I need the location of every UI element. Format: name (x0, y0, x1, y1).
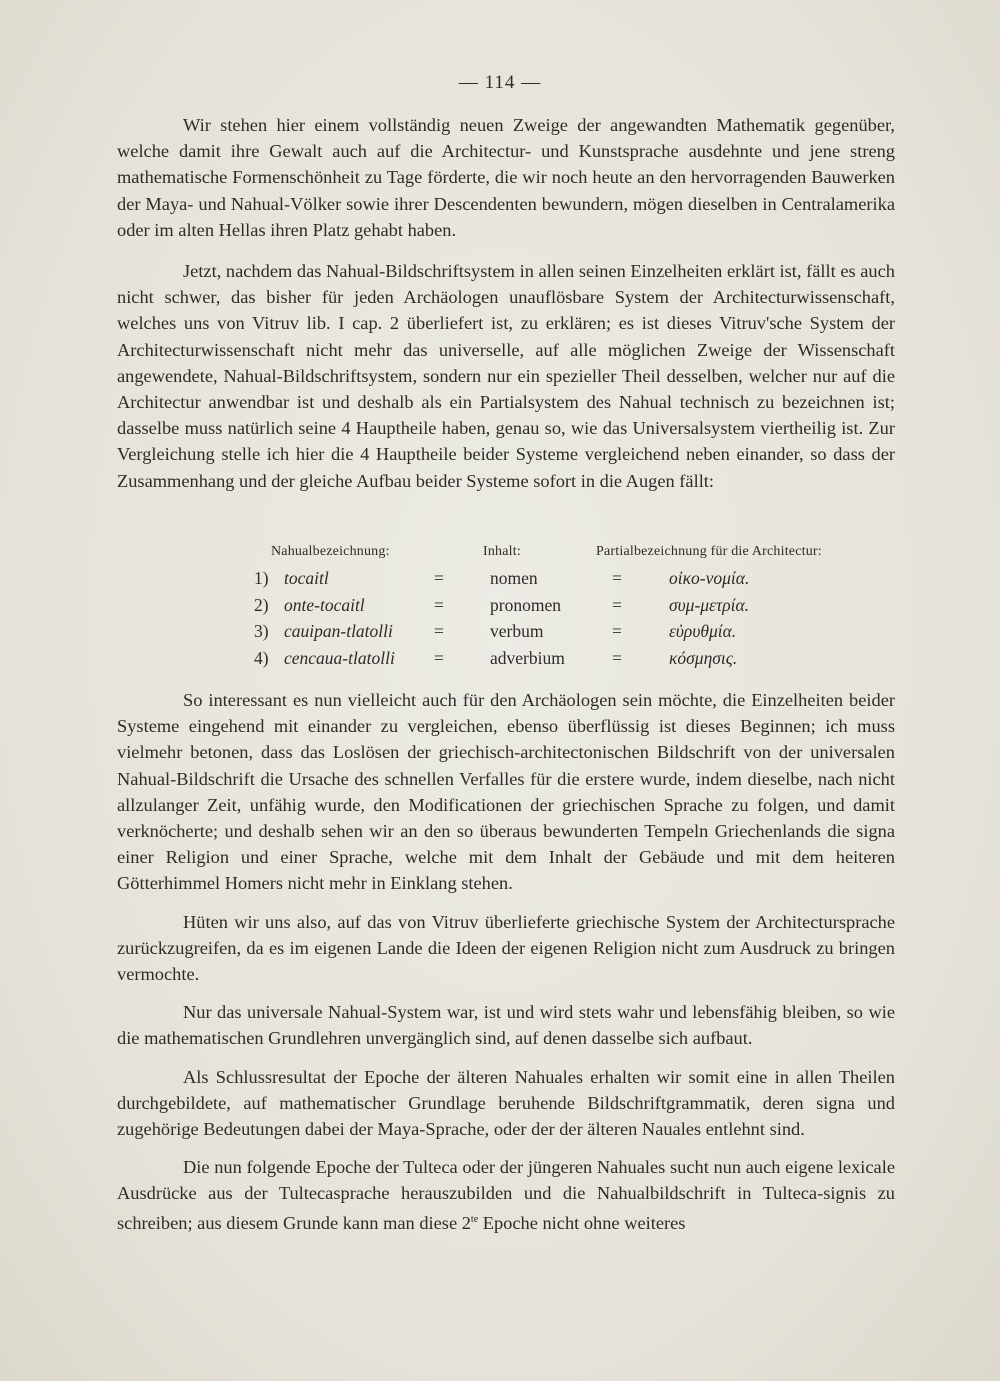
nahual-term: onte-tocaitl (284, 594, 365, 615)
greek-term: εὐρυθμία. (669, 621, 737, 641)
table-header-nahual: Nahualbezeichnung: (271, 544, 390, 559)
inhalt-term: adverbium (490, 647, 565, 668)
inhalt-term: nomen (490, 568, 538, 588)
paragraph (117, 1154, 895, 1236)
row-number: 2) (254, 594, 269, 615)
paragraph: Wir stehen hier einem vollständig neuen Zweige der angewandten Mathematik gegenüber, welche damit ihre Gewalt auch auf die Architectur- und Kunstsprache ausdehnte und jene streng mathematische Formenschönheit zu Tage förderte, die wir noch heute an den hervorragenden Bauwerken der Maya- und Nahual-Völker sowie ihrer Descendenten bewundern, mögen dieselben in Centralamerika oder im alten Hellas ihren Platz gehabt haben. (117, 115, 895, 240)
paragraph-text: Die nun folgende Epoche der Tulteca oder der jüngeren Nahuales sucht nun auch eigene lexicale Ausdrücke aus der Tultecasprache herauszubilden und die Nahualbildschrift in Tulteca-signis zu schreiben; aus diesem Grunde kann man diese 2 (117, 1157, 895, 1233)
comparison-table (254, 568, 814, 674)
equals-sign: = (434, 568, 444, 588)
paragraph: So interessant es nun vielleicht auch für den Archäologen sein möchte, die Einzelheiten beider Systeme eingehend mit einander zu vergleichen, ebenso überflüssig ist dieses Beginnen; ich muss vielmehr betonen, dass das Loslösen der griechisch-architectonischen Bildschrift von der universalen Nahual-Bildschrift die Ursache des schnellen Verfalles für die erstere wurde, indem dieselbe, nach nicht allzulanger Zeit, unfähig wurde, den Modificationen der griechischen Sprache zu folgen, und damit verknöcherte; und deshalb sehen wir an den so überaus bewunderten Tempeln Griechenlands die signa einer Religion und einer Sprache, welche mit dem Inhalt der Gebäude und mit dem heiteren Götterhimmel Homers nicht mehr in Einklang stehen. (117, 690, 895, 894)
table-row (254, 595, 814, 622)
table-header-inhalt: Inhalt: (483, 544, 521, 559)
body-text-bottom (117, 687, 895, 1236)
greek-term: συμ-μετρία. (669, 594, 750, 615)
table-row (254, 621, 814, 648)
table-header-partial: Partialbezeichnung für die Architectur: (596, 544, 822, 559)
equals-sign: = (612, 647, 622, 668)
body-text-top (117, 112, 895, 243)
greek-term: οἰκο-νομία. (669, 568, 750, 588)
page-number: — 114 — (458, 72, 542, 93)
ordinal-superscript: te (470, 1213, 479, 1225)
row-number: 3) (254, 621, 269, 641)
nahual-term: cencaua-tlatolli (284, 647, 395, 668)
paragraph: Jetzt, nachdem das Nahual-Bildschriftsystem in allen seinen Einzelheiten erklärt ist, fällt es auch nicht schwer, das bisher für jeden Archäologen unauflösbare System der Architecturwissenschaft, welches uns von Vitruv lib. I cap. 2 überliefert ist, zu erklären; es ist dieses Vitruv'sche System der Architecturwissenschaft nicht mehr das universelle, auf alle möglichen Zweige der Wissenschaft angewendete, Nahual-Bildschriftsystem, sondern nur ein spezieller Theil desselben, welcher nur auf die Architectur anwendbar ist und deshalb als ein Partialsystem des Nahual technisch zu bezeichnen ist; dasselbe muss natürlich seine 4 Hauptheile haben, genau so, wie das Universalsystem viertheilig ist. Zur Vergleichung stelle ich hier die 4 Hauptheile beider Systeme vergleichend neben einander, so dass der Zusammenhang und der gleiche Aufbau beider Systeme sofort in die Augen fällt: (117, 261, 895, 491)
inhalt-term: verbum (490, 621, 544, 641)
paragraph-text-tail: Epoche nicht ohne weiteres (478, 1212, 686, 1233)
row-number: 1) (254, 568, 269, 588)
table-row (254, 648, 814, 675)
body-text-top-2 (117, 258, 895, 494)
paragraph: Als Schlussresultat der Epoche der älteren Nahuales erhalten wir somit eine in allen Theilen durchgebildete, auf mathematischer Grundlage beruhende Bildschriftgrammatik, deren signa und zugehörige Bedeutungen dabei der Maya-Sprache, oder der der älteren Nauales entlehnt sind. (117, 1066, 895, 1140)
equals-sign: = (434, 594, 444, 615)
paragraph: Hüten wir uns also, auf das von Vitruv überlieferte griechische System der Architectursprache zurückzugreifen, da es im eigenen Lande die Ideen der eigenen Religion nicht zum Ausdruck zu bringen vermochte. (117, 911, 895, 985)
equals-sign: = (612, 568, 622, 588)
equals-sign: = (434, 647, 444, 668)
equals-sign: = (612, 621, 622, 641)
nahual-term: cauipan-tlatolli (284, 621, 393, 641)
inhalt-term: pronomen (490, 594, 561, 615)
row-number: 4) (254, 647, 269, 668)
nahual-term: tocaitl (284, 568, 329, 588)
equals-sign: = (612, 594, 622, 615)
equals-sign: = (434, 621, 444, 641)
paragraph: Nur das universale Nahual-System war, ist und wird stets wahr und lebensfähig bleiben, so wie die mathematischen Grundlehren unvergänglich sind, auf denen dasselbe sich aufbaut. (117, 1002, 895, 1049)
greek-term: κόσμησις. (669, 647, 738, 668)
table-row (254, 568, 814, 595)
